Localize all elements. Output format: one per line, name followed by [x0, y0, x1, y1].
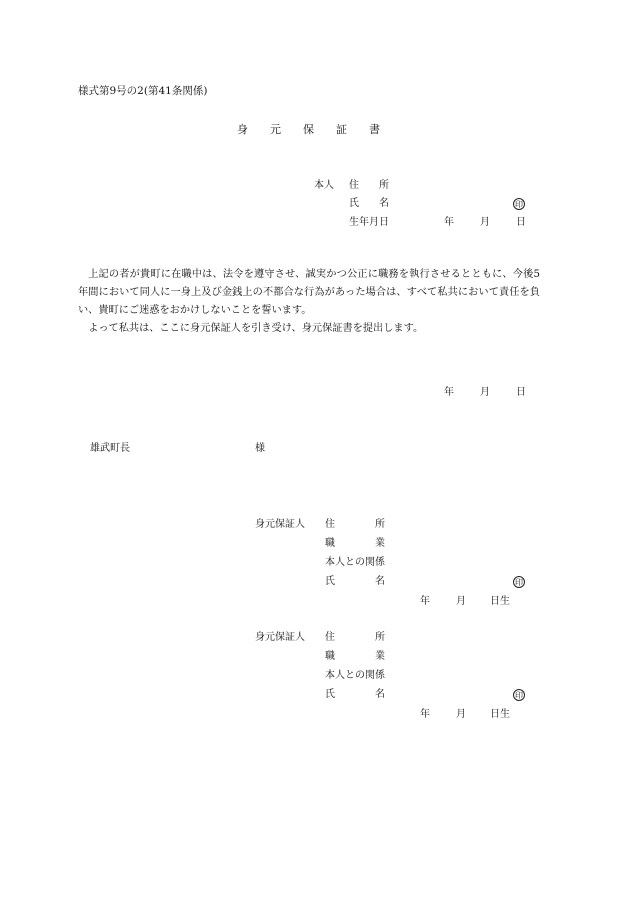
guarantor-1-relation-label: 本人との関係	[325, 557, 385, 568]
submission-day: 日	[516, 387, 526, 398]
body-paragraph-1: 上記の者が貴町に在職中は、法令を遵守させ、誠実かつ公正に職務を執行させるとともに、今後5年間において同人に一身上及び金銭上の不都合な行為があった場合は、すべて私共において責任を負い、貴町にご迷惑をおかけしないことを誓います。	[78, 269, 540, 316]
document-title: 身 元 保 証 書	[237, 123, 380, 136]
guarantor-1-label: 身元保証人	[255, 519, 305, 530]
guarantor-1-seal: 印	[515, 578, 523, 587]
principal-name-label: 氏 名	[349, 198, 389, 209]
principal-label: 本人	[314, 180, 334, 191]
guarantor-2-name-label: 氏 名	[325, 689, 385, 700]
submission-year: 年	[444, 387, 454, 398]
addressee-name: 雄武町長	[90, 443, 130, 454]
guarantor-1-birth-day: 日生	[490, 596, 510, 607]
guarantor-2-birth-day: 日生	[490, 709, 510, 720]
guarantor-2-address-label: 住 所	[325, 632, 385, 643]
principal-seal: 印	[515, 200, 523, 209]
guarantor-2-birth-year: 年	[420, 709, 430, 720]
guarantor-1-birth-month: 月	[456, 596, 466, 607]
guarantor-1-occupation-label: 職 業	[325, 538, 385, 549]
guarantor-2-label: 身元保証人	[255, 632, 305, 643]
guarantor-2-seal: 印	[515, 691, 523, 700]
body-paragraph-2: よって私共は、ここに身元保証人を引き受け、身元保証書を提出します。	[88, 323, 424, 334]
principal-birth-label: 生年月日	[349, 217, 389, 228]
submission-month: 月	[480, 387, 490, 398]
guarantor-1-name-label: 氏 名	[325, 576, 385, 587]
guarantor-1-birth-year: 年	[420, 596, 430, 607]
principal-birth-day: 日	[516, 217, 526, 228]
guarantor-2-birth-month: 月	[456, 709, 466, 720]
principal-address-label: 住 所	[349, 180, 389, 191]
principal-birth-year: 年	[444, 217, 454, 228]
addressee-honorific: 様	[255, 443, 265, 454]
guarantor-2-relation-label: 本人との関係	[325, 670, 385, 681]
body-text	[78, 266, 540, 338]
form-number: 様式第9号の2(第41条関係)	[78, 85, 208, 97]
principal-birth-month: 月	[480, 217, 490, 228]
guarantor-1-address-label: 住 所	[325, 519, 385, 530]
guarantor-2-occupation-label: 職 業	[325, 651, 385, 662]
